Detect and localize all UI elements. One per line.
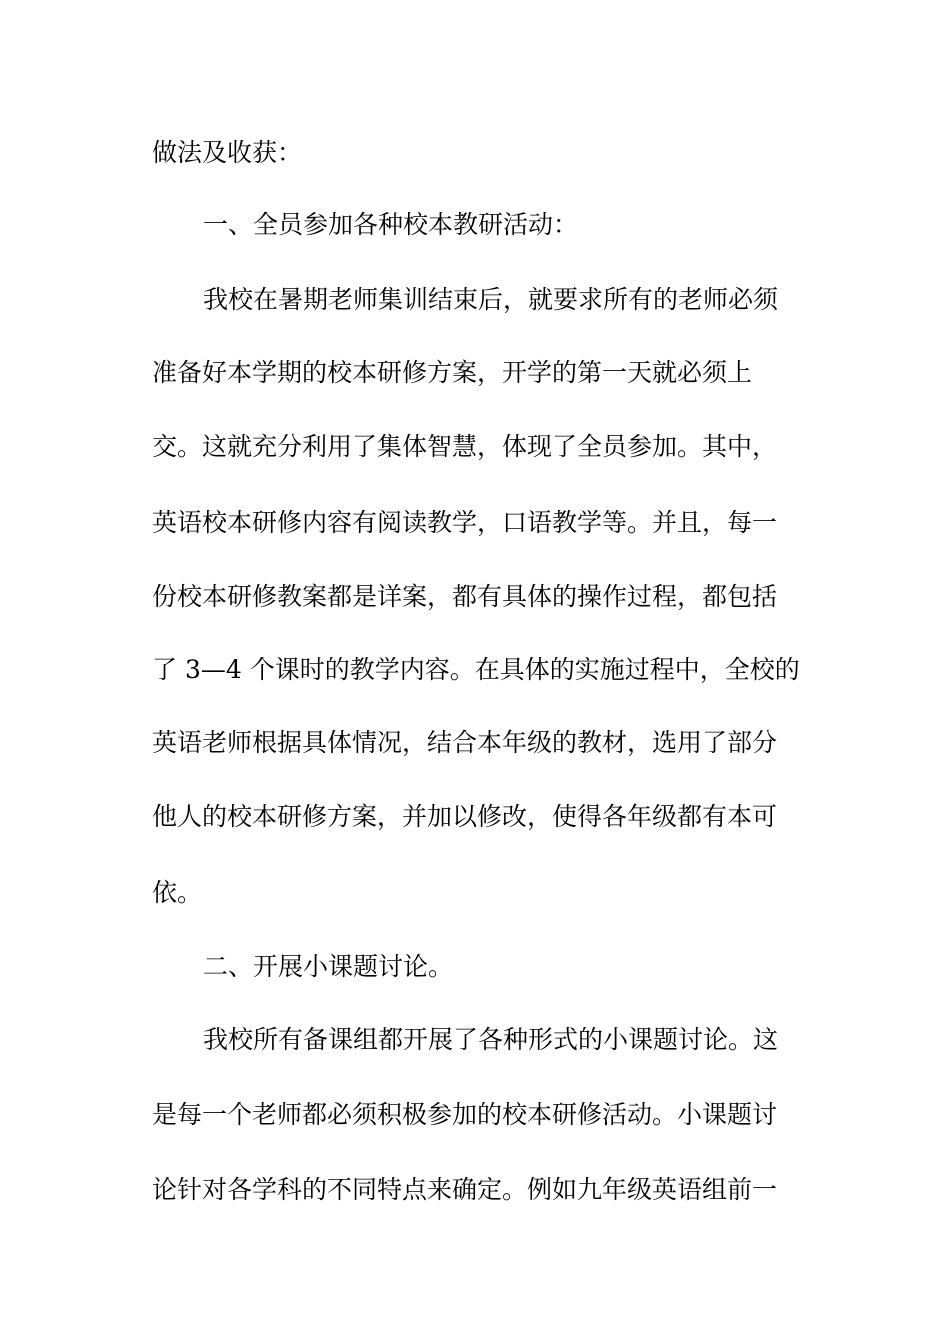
text-line: 了 3—4 个课时的教学内容。在具体的实施过程中，全校的	[152, 655, 800, 684]
text-line: 英语校本研修内容有阅读教学，口语教学等。并且，每一	[152, 508, 778, 537]
section-heading: 二、开展小课题讨论。	[203, 952, 454, 981]
text-line: 是每一个老师都必须积极参加的校本研修活动。小课题讨	[152, 1100, 778, 1129]
text-line: 他人的校本研修方案，并加以修改，使得各年级都有本可	[152, 802, 778, 831]
section-heading: 一、全员参加各种校本教研活动：	[203, 210, 579, 239]
text-line: 论针对各学科的不同特点来确定。例如九年级英语组前一	[152, 1175, 778, 1204]
text-line: 准备好本学期的校本研修方案，开学的第一天就必须上	[152, 358, 753, 387]
text-line: 依。	[152, 878, 203, 907]
text-line: 我校所有备课组都开展了各种形式的小课题讨论。这	[203, 1025, 779, 1054]
text-line: 我校在暑期老师集训结束后，就要求所有的老师必须	[203, 285, 779, 314]
text-line: 份校本研修教案都是详案，都有具体的操作过程，都包括	[152, 582, 778, 611]
text-line: 英语老师根据具体情况，结合本年级的教材，选用了部分	[152, 728, 778, 757]
text-line: 做法及收获：	[152, 138, 303, 167]
text-line: 交。这就充分利用了集体智慧，体现了全员参加。其中，	[152, 432, 778, 461]
